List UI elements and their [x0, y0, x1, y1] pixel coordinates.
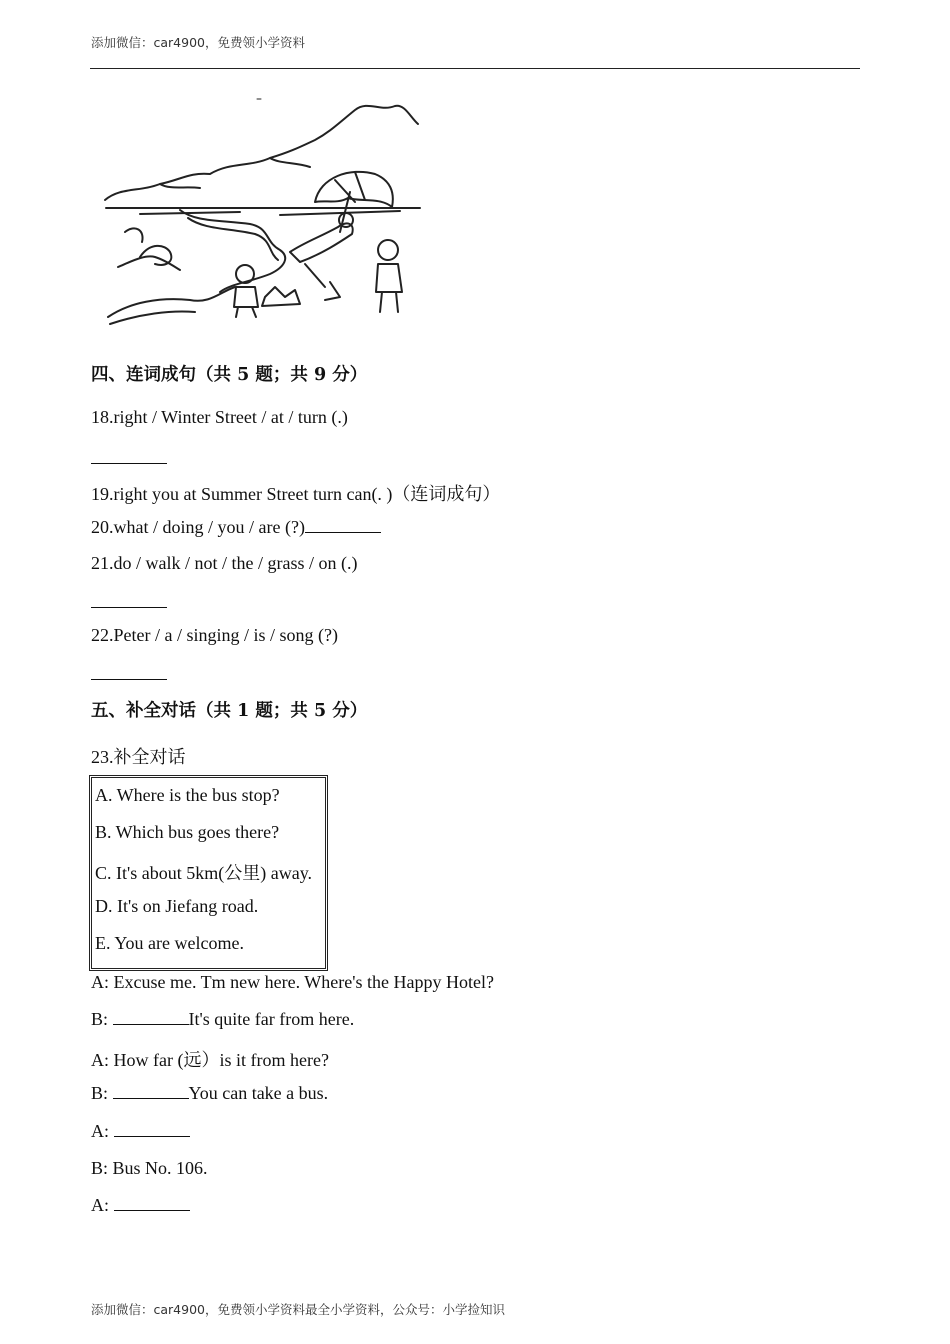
dialogue-answer-blank[interactable] — [114, 1135, 190, 1137]
question-22: 22.Peter / a / singing / is / song (?) — [91, 625, 338, 645]
dialogue-text: Bus No. 106. — [108, 1158, 208, 1178]
option-c: C. It's about 5km(公里) away. — [95, 863, 313, 883]
dialogue-text — [108, 1009, 113, 1029]
dialogue-line — [91, 1158, 208, 1179]
question-21: 21.do / walk / not / the / grass / on (.) — [91, 553, 358, 573]
dialogue-speaker: B: — [91, 1009, 109, 1029]
section-4-heading: 四、连词成句（共 5 题；共 9 分） — [91, 365, 368, 385]
dialogue-text: Excuse me. Tm new here. Where's the Happy Hotel? — [109, 972, 494, 992]
dialogue-line — [91, 1083, 328, 1104]
option-b: B. Which bus goes there? — [95, 822, 280, 842]
dialogue-speaker: A: — [91, 1195, 109, 1215]
answer-blank-20[interactable] — [305, 531, 381, 533]
answer-blank-21[interactable] — [91, 607, 167, 608]
question-20-text: 20.what / doing / you / are (?) — [91, 517, 305, 537]
dialogue-speaker: B: — [91, 1158, 109, 1178]
dialogue-line — [91, 972, 494, 993]
dialogue-answer-blank[interactable] — [113, 1097, 189, 1099]
option-a: A. Where is the bus stop? — [95, 785, 280, 805]
dialogue-text-after: It's quite far from here. — [188, 1009, 355, 1029]
dialogue-text — [108, 1083, 113, 1103]
page-header: 添加微信：car4900，免费领小学资料 — [91, 35, 305, 50]
option-e: E. You are welcome. — [95, 933, 244, 953]
question-18: 18.right / Winter Street / at / turn (.) — [91, 407, 348, 427]
dialogue-text — [109, 1121, 114, 1141]
dialogue-speaker: B: — [91, 1083, 109, 1103]
dialogue-text — [109, 1195, 114, 1215]
dialogue-line — [91, 1009, 354, 1030]
dialogue-line — [91, 1046, 329, 1072]
dialogue-text: How far (远）is it from here? — [109, 1050, 329, 1070]
page-footer: 添加微信：car4900，免费领小学资料最全小学资料，公众号：小学捡知识 — [91, 1302, 505, 1317]
beach-scene-illustration — [100, 92, 425, 330]
dialogue-line — [91, 1195, 190, 1216]
question-20 — [91, 517, 381, 538]
answer-blank-22[interactable] — [91, 679, 167, 680]
answer-blank-18[interactable] — [91, 463, 167, 464]
dialogue-speaker: A: — [91, 972, 109, 992]
question-23: 23.补全对话 — [91, 747, 186, 767]
dialogue-answer-blank[interactable] — [113, 1023, 189, 1025]
dialogue-speaker: A: — [91, 1121, 109, 1141]
options-box — [89, 775, 328, 971]
section-5-heading: 五、补全对话（共 1 题；共 5 分） — [91, 701, 368, 721]
dialogue-line — [91, 1121, 190, 1142]
option-d: D. It's on Jiefang road. — [95, 896, 259, 916]
dialogue-text-after: You can take a bus. — [188, 1083, 329, 1103]
dialogue-speaker: A: — [91, 1050, 109, 1070]
header-divider — [90, 68, 860, 69]
question-19: 19.right you at Summer Street turn can(. )（连词成句） — [91, 484, 501, 504]
dialogue-answer-blank[interactable] — [114, 1209, 190, 1211]
